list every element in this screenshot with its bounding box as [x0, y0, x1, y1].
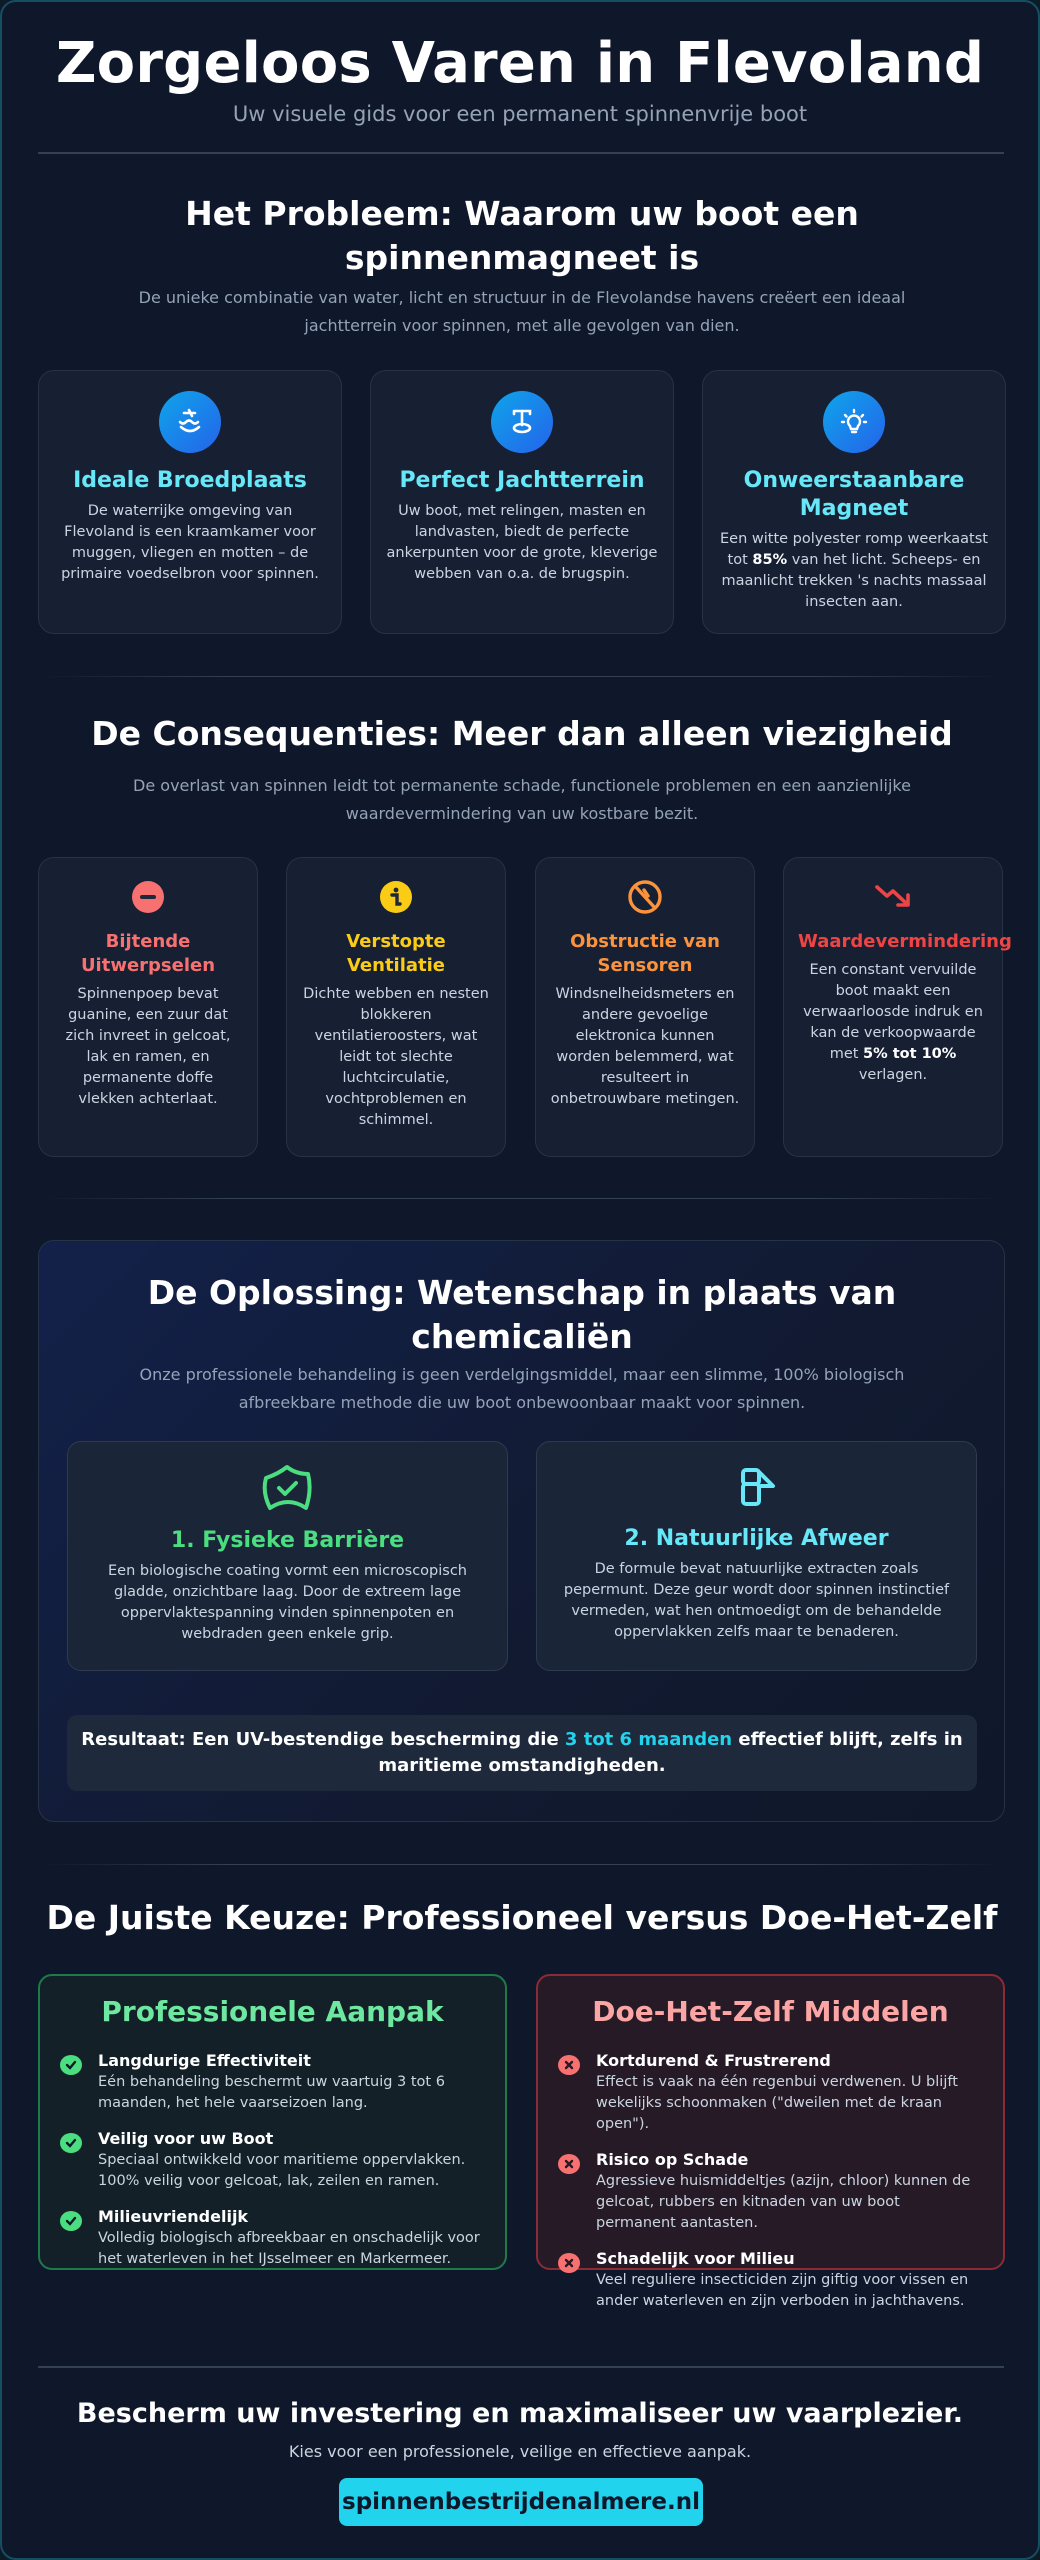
list-item: Milieuvriendelijk Volledig biologisch afbreekbaar en onschadelijk voor het waterleven in het IJsselmeer en Markermeer. — [60, 2206, 485, 2270]
solution-section — [38, 1240, 1005, 1822]
x-circle-icon — [558, 2253, 580, 2273]
x-circle-icon — [558, 2154, 580, 2174]
consequence-card-droppings — [38, 857, 258, 1157]
consequences-intro: De overlast van spinnen leidt tot permanente schade, functionele problemen en een aanzienlijke waardevermindering van uw kostbare bezit. — [133, 776, 911, 823]
anchor-point-icon — [491, 391, 553, 453]
card-text: Dichte webben en nesten blokkeren ventilatieroosters, wat leidt tot slechte luchtcirculatie, vochtproblemen en schimmel. — [303, 986, 489, 1128]
comparison-pro-card — [38, 1974, 507, 2270]
blocked-gauge-icon — [550, 878, 740, 916]
card-text: De formule bevat natuurlijke extracten zoals pepermunt. Deze geur wordt door spinnen instinctief vermeden, wat hen ontmoedigt om de behandelde oppervlakken zelfs maar te benaderen. — [563, 1561, 950, 1640]
card-text: Een biologische coating vormt een microscopisch gladde, onzichtbare laag. Door de extreem lage oppervlaktespanning vinden spinnenpoten en webdraden geen enkele grip. — [107, 1563, 468, 1642]
divider — [38, 2366, 1004, 2368]
problem-title: Het Probleem: Waarom uw boot een spinnenmagneet is — [185, 194, 859, 277]
lightbulb-icon — [823, 391, 885, 453]
diy-title: Doe-Het-Zelf Middelen — [592, 1995, 949, 2028]
solution-title: De Oplossing: Wetenschap in plaats van chemicaliën — [147, 1273, 897, 1356]
card-text: Windsnelheidsmeters en andere gevoelige elektronica kunnen worden belemmerd, wat resulteert in onbetrouwbare metingen. — [550, 986, 740, 1107]
solution-card-barrier — [67, 1441, 508, 1671]
card-text: Een constant vervuilde boot maakt een verwaarloosde indruk en kan de verkoopwaarde met 5% tot 10% verlagen. — [803, 962, 983, 1083]
card-title: Onweerstaanbare Magneet — [743, 468, 965, 521]
divider — [38, 676, 1004, 677]
consequence-card-ventilation — [286, 857, 506, 1157]
divider — [38, 152, 1004, 154]
check-circle-icon — [60, 2133, 82, 2153]
list-item: Kortdurend & Frustrerend Effect is vaak na één regenbui verdwenen. U blijft wekelijks schoonmaken ("dweilen met de kraan open"). — [558, 2050, 983, 2135]
card-text: Uw boot, met relingen, masten en landvasten, biedt de perfecte ankerpunten voor de grote, kleverige webben van o.a. de brugspin. — [386, 503, 658, 582]
card-title: Verstopte Ventilatie — [346, 931, 446, 976]
list-item: Risico op Schade Agressieve huismiddeltjes (azijn, chloor) kunnen de gelcoat, rubbers en kitnaden van uw boot permanent aantasten. — [558, 2149, 983, 2234]
check-circle-icon — [60, 2055, 82, 2075]
hero — [2, 32, 1038, 126]
consequences-title: De Consequenties: Meer dan alleen viezigheid — [91, 714, 953, 753]
solution-intro: Onze professionele behandeling is geen verdelgingsmiddel, maar een slimme, 100% biologisch afbreekbare methode die uw boot onbewoonbaar maakt voor spinnen. — [139, 1365, 905, 1412]
result-banner: Resultaat: Een UV-bestendige bescherming die 3 tot 6 maanden effectief blijft, zelfs in maritieme omstandigheden. — [67, 1715, 977, 1791]
problem-intro: De unieke combinatie van water, licht en structuur in de Flevolandse havens creëert een ideaal jachtterrein voor spinnen, met alle gevolgen van dien. — [138, 288, 906, 335]
consequence-card-sensors — [535, 857, 755, 1157]
info-circle-icon — [301, 878, 491, 916]
x-circle-icon — [558, 2055, 580, 2075]
card-title: 2. Natuurlijke Afweer — [624, 1526, 889, 1551]
problem-card-hunting — [370, 370, 674, 634]
result-highlight: 3 tot 6 maanden — [564, 1729, 733, 1750]
list-item: Langdurige Effectiviteit Eén behandeling beschermt uw vaartuig 3 tot 6 maanden, het hele vaarseizoen lang. — [60, 2050, 485, 2114]
minus-circle-icon — [53, 878, 243, 916]
card-title: Perfect Jachtterrein — [399, 468, 645, 493]
cta-subtitle: Kies voor een professionele, veilige en effectieve aanpak. — [288, 2442, 752, 2461]
list-item: Schadelijk voor Milieu Veel reguliere insecticiden zijn giftig voor vissen en ander waterleven en zijn verboden in jachthavens. — [558, 2248, 983, 2312]
check-circle-icon — [60, 2211, 82, 2231]
problem-card-breeding — [38, 370, 342, 634]
consequence-card-value — [783, 857, 1012, 1157]
shield-check-icon — [86, 1464, 489, 1518]
card-title: Ideale Broedplaats — [73, 468, 307, 493]
card-title: Obstructie van Sensoren — [570, 931, 720, 976]
pro-title: Professionele Aanpak — [101, 1995, 444, 2028]
page-title: Zorgeloos Varen in Flevoland — [55, 31, 985, 96]
spray-bottle-icon — [555, 1464, 958, 1516]
water-breeding-icon — [159, 391, 221, 453]
divider — [38, 1198, 1004, 1199]
card-title: Bijtende Uitwerpselen — [80, 931, 216, 976]
comparison-title: De Juiste Keuze: Professioneel versus Doe-Het-Zelf — [46, 1898, 998, 1937]
solution-card-repellent — [536, 1441, 977, 1671]
page-subtitle: Uw visuele gids voor een permanent spinnenvrije boot — [232, 102, 808, 126]
card-text: Een witte polyester romp weerkaatst tot 85% van het licht. Scheeps- en maanlicht trekken 's nachts massaal insecten aan. — [720, 531, 988, 610]
problem-card-magnet — [702, 370, 1006, 634]
trend-down-icon — [798, 878, 988, 916]
card-text: De waterrijke omgeving van Flevoland is een kraamkamer voor muggen, vliegen en motten – de primaire voedselbron voor spinnen. — [61, 503, 319, 582]
website-link-button[interactable]: spinnenbestrijdenalmere.nl — [339, 2478, 703, 2526]
card-title: 1. Fysieke Barrière — [170, 1528, 405, 1553]
card-text: Spinnenpoep bevat guanine, een zuur dat zich invreet in gelcoat, lak en ramen, en permanente doffe vlekken achterlaat. — [65, 986, 231, 1107]
card-title: Waardevermindering — [798, 931, 1012, 952]
cta-title: Bescherm uw investering en maximaliseer uw vaarplezier. — [76, 2398, 964, 2429]
comparison-diy-card — [536, 1974, 1005, 2309]
list-item: Veilig voor uw Boot Speciaal ontwikkeld voor maritieme oppervlakken. 100% veilig voor gelcoat, lak, zeilen en ramen. — [60, 2128, 485, 2192]
divider — [38, 1864, 1004, 1865]
